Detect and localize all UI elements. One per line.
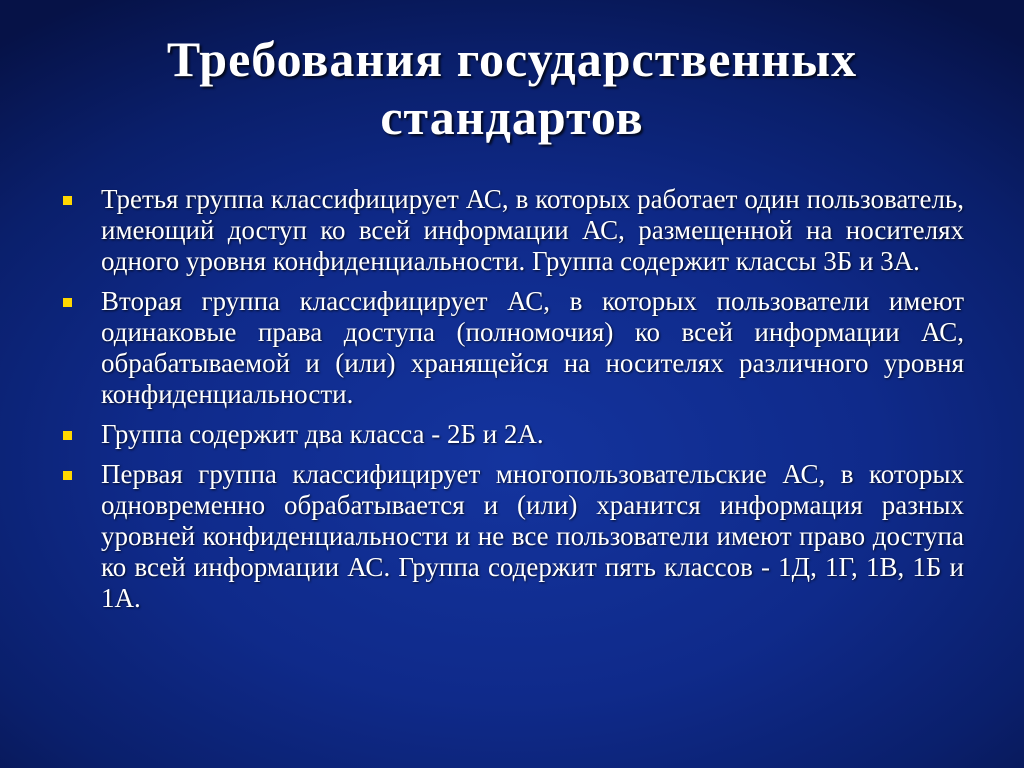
square-bullet-icon (63, 196, 72, 205)
bullet-text: Группа содержит два класса - 2Б и 2А. (101, 419, 544, 449)
square-bullet-icon (63, 298, 72, 307)
bullet-text: Вторая группа классифицирует АС, в которых пользователи имеют одинаковые права доступа (полномочия) ко всей информации АС, обрабатываемой и (или) хранящейся на носителях различного уровня конфиденциальности. (101, 286, 964, 409)
bullet-text: Третья группа классифицирует АС, в которых работает один пользователь, имеющий доступ ко всей информации АС, размещенной на носителях одного уровня конфиденциальности. Группа содержит классы 3Б и 3А. (101, 184, 964, 276)
square-bullet-icon (63, 431, 72, 440)
bullet-list (60, 184, 964, 623)
square-bullet-icon (63, 471, 72, 480)
slide-title: Требования государственных стандартов (166, 31, 858, 145)
bullet-item-3 (60, 419, 964, 450)
bullet-item-4 (60, 459, 964, 614)
bullet-item-2 (60, 286, 964, 410)
bullet-item-1 (60, 184, 964, 277)
bullet-text: Первая группа классифицирует многопользовательские АС, в которых одновременно обрабатывается и (или) хранится информация разных уровней конфиденциальности и не все пользователи имеют право доступа ко всей информации АС. Группа содержит пять классов - 1Д, 1Г, 1В, 1Б и 1А. (101, 459, 964, 613)
